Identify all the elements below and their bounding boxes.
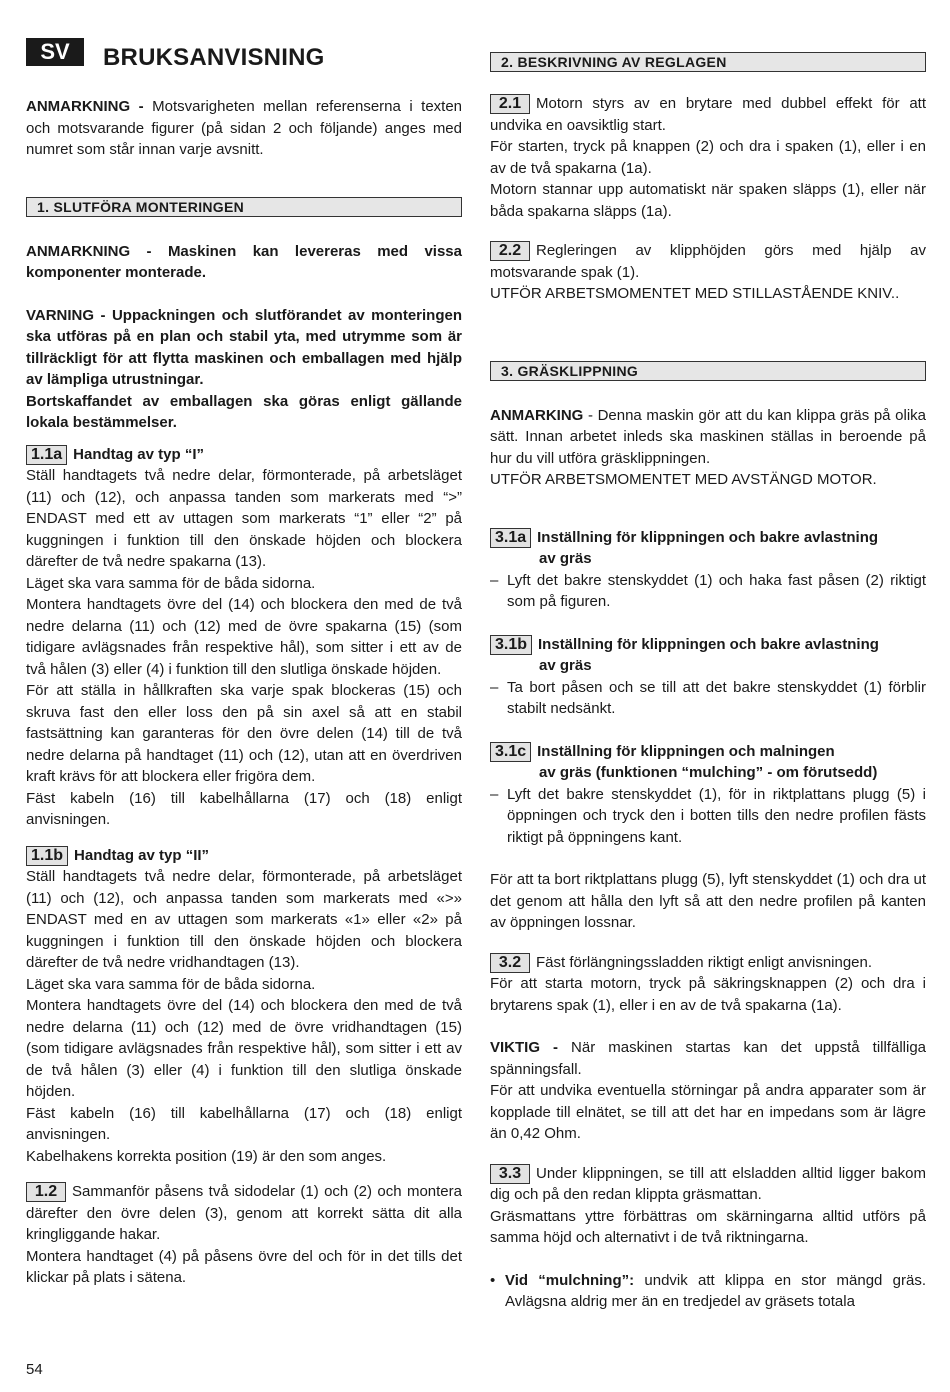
important-note [490, 1037, 926, 1080]
paragraph: Fäst kabeln (16) till kabelhållarna (17) och (18) enligt anvisningen. [26, 1104, 462, 1143]
subsection-3-1c [490, 741, 926, 934]
step-number-badge: 1.2 [26, 1182, 66, 1202]
disposal-text: Bortskaffandet av emballagen ska göras enligt gällande lokala bestämmelser. [26, 392, 462, 431]
list-item-text: Ta bort påsen och se till att det bakre stenskyddet (1) förblir stabilt nedsänkt. [507, 678, 926, 717]
warning-text: VARNING - Uppackningen och slutförandet av monteringen ska utföras på en plan och stabil yta, med utrymme som är tillräckligt för att flytta maskinen och emballagen med hjälp av lämpliga utrustningar. [26, 306, 462, 388]
section-heading-2: 2. BESKRIVNING AV REGLAGEN [490, 52, 926, 72]
paragraph: Montera handtagets övre del (14) och blockera den med de två nedre delarna (11) och (12) med de övre spakarna (15) (som tidigare avlägsnades från respektive hål), som sitter i ett av de två hålen (3) eller (4) i funktion till den slutliga önskade höjden. [26, 596, 462, 678]
subsection-3-1b [490, 634, 926, 720]
subsection-title: Inställning för klippningen och bakre avlastning [537, 528, 879, 546]
step-number-badge: 3.2 [490, 953, 530, 973]
page-title: BRUKSANVISNING [103, 44, 325, 71]
list-item: – Lyft det bakre stenskyddet (1) och haka fast påsen (2) riktigt som på figuren. [490, 570, 926, 613]
paragraph: För att undvika eventuella störningar på andra apparater som är kopplade till elnätet, se till att det har en impedans som är lägre än 0,42 Ohm. [490, 1082, 926, 1142]
paragraph: Kabelhakens korrekta position (19) är den som anges. [26, 1147, 387, 1165]
important-label: VIKTIG - [490, 1039, 559, 1056]
intro-note-label: ANMARKNING - [26, 98, 144, 115]
bullet-item: • Vid “mulchning”: undvik att klippa en stor mängd gräs. Avlägsna aldrig mer än en tredjedel av gräsets totala [490, 1271, 926, 1310]
paragraph: Läget ska vara samma för de båda sidorna. [26, 975, 316, 993]
paragraph: Montera handtagets övre del (14) och blockera den med de två nedre delarna (11) och (12) med de övre vridhandtagen (15) (som tidigare avlägsnades från respektive hål), som sitter i ett av de två hålen (3) eller (4) i funktion till den slutliga önskade höjden. [26, 997, 462, 1100]
paragraph: Gräsmattans yttre förbättras om skärningarna alltid utförs på samma höjd och alternativt i de två riktningarna. [490, 1207, 926, 1246]
important-text: När maskinen startas kan det uppstå tillfälliga spänningsfall. [490, 1039, 927, 1078]
subsection-title-continued: av gräs (funktionen “mulching” - om förutsedd) [539, 764, 878, 781]
paragraph: För att starta motorn, tryck på säkringsknappen (2) och dra i brytarens spak (1), eller i en av de två spakarna (1a). [490, 975, 926, 1014]
paragraph: Fäst förlängningssladden riktigt enligt anvisningen. [536, 953, 873, 971]
paragraph: Läget ska vara samma för de båda sidorna. [26, 574, 316, 592]
paragraph: UTFÖR ARBETSMOMENTET MED STILLASTÅENDE KNIV.. [490, 285, 900, 302]
bullet-text: undvik att klippa en stor mängd gräs. Avlägsna aldrig mer än en tredjedel av gräsets totala [505, 1271, 926, 1310]
list-item: – Ta bort påsen och se till att det bakre stenskyddet (1) förblir stabilt nedsänkt. [490, 677, 926, 720]
bullet-label: Vid “mulchning”: [505, 1271, 635, 1289]
paragraph: Motorn styrs av en brytare med dubbel effekt för att undvika en oavsiktlig start. [490, 95, 926, 134]
subsection-3-1a [490, 527, 926, 613]
paragraph: Ställ handtagets två nedre delar, förmonterade, på arbetsläget (11) och (12), och anpassa tanden som markerats med «>» ENDAST med en av uttagen som markerats «1» eller «2» på kuggningen i funktion till den önskade höjden och blockera därefter de två nedre vridhandtagen (13). [26, 868, 462, 971]
paragraph: Sammanför påsens två sidodelar (1) och (2) och montera därefter den övre delen (3), genom att korrekt sätta dit alla kringliggande hakar. [26, 1183, 462, 1243]
subsection-title-continued: av gräs [539, 550, 592, 567]
assembly-note: ANMARKNING - Maskinen kan levereras med vissa komponenter monterade. [26, 242, 462, 281]
step-number-badge: 3.1c [490, 742, 531, 762]
subsection-title: Handtag av typ “I” [73, 445, 204, 463]
paragraph: Regleringen av klipphöjden görs med hjälp av motsvarande spak (1). [490, 242, 926, 281]
paragraph: Motorn stannar upp automatiskt när spaken släpps (1), eller när båda spakarna släpps (1a). [490, 181, 926, 220]
section-heading-3: 3. GRÄSKLIPPNING [490, 361, 926, 381]
mowing-note-text: - Denna maskin gör att du kan klippa gräs på olika sätt. Innan arbetet inleds ska maskinen ställas in beroende på hur du vill utföra gräsklippningen. [490, 406, 926, 467]
subsection-1-1b [26, 845, 462, 1168]
subsection-title: Inställning för klippningen och malningen [537, 742, 835, 760]
step-number-badge: 3.3 [490, 1164, 530, 1184]
paragraph: Fäst kabeln (16) till kabelhållarna (17) och (18) enligt anvisningen. [26, 789, 462, 828]
step-number-badge: 2.2 [490, 241, 530, 261]
step-number-badge: 3.1a [490, 528, 531, 548]
subsection-title: Handtag av typ “II” [74, 846, 210, 864]
step-number-badge: 1.1a [26, 445, 67, 465]
list-item: – Lyft det bakre stenskyddet (1), för in riktplattans plugg (5) i öppningen och tryck den i botten tills den nedre profilen fästs riktigt på öppningens kant. [490, 784, 926, 849]
paragraph: För starten, tryck på knappen (2) och dra i spaken (1), eller i en av de två spakarna (1a). [490, 138, 926, 177]
intro-note-text: Motsvarigheten mellan referenserna i texten och motsvarande figurer (på sidan 2 och följande) anges med numret som står innan varje avsnitt. [26, 98, 463, 158]
list-item-text: Lyft det bakre stenskyddet (1) och haka fast påsen (2) riktigt som på figuren. [507, 571, 926, 610]
step-number-badge: 1.1b [26, 846, 68, 866]
right-column [490, 52, 926, 1313]
paragraph: Under klippningen, se till att elsladden alltid ligger bakom dig och på den redan klippta gräsmattan. [490, 1164, 926, 1203]
subsection-3-3 [490, 1163, 926, 1249]
page-number: 54 [26, 1361, 43, 1378]
left-column [26, 96, 462, 1289]
step-number-badge: 3.1b [490, 635, 532, 655]
step-number-badge: 2.1 [490, 94, 530, 114]
paragraph: Ställ handtagets två nedre delar, förmonterade, på arbetsläget (11) och (12), och anpassa tanden som markerats med “>” ENDAST med ett av uttagen som markerats “1” eller “2” på kuggningen i funktion till den önskade höjden och blockera därefter de två nedre spakarna (13). [26, 467, 462, 570]
paragraph: Montera handtaget (4) på påsens övre del och för in det tills det klickar på plats i sätena. [26, 1247, 462, 1286]
subsection-1-2 [26, 1181, 462, 1289]
subsection-title: Inställning för klippningen och bakre avlastning [538, 635, 879, 653]
subsection-2-1 [490, 93, 926, 222]
mowing-note [490, 405, 926, 470]
section-heading-1: 1. SLUTFÖRA MONTERINGEN [26, 197, 462, 217]
intro-note [26, 96, 462, 161]
language-badge: SV [26, 38, 84, 66]
subsection-1-1a [26, 444, 462, 831]
subsection-title-continued: av gräs [539, 657, 592, 674]
mowing-note-caps: UTFÖR ARBETSMOMENTET MED AVSTÄNGD MOTOR. [490, 471, 877, 488]
subsection-2-2 [490, 240, 926, 305]
list-item-text: Lyft det bakre stenskyddet (1), för in riktplattans plugg (5) i öppningen och tryck den i botten tills den nedre profilen fästs riktigt på öppningens kant. [507, 785, 926, 846]
paragraph: För att ställa in hållkraften ska varje spak blockeras (15) och skruva fast den eller loss den på sin axel så att en stabil fastsättning kan garanteras för den övre delen (14) till de två nedre delarna på handtaget (11) och (12), utan att en överdriven kraft krävs för att blockera eller frigöra dem. [26, 682, 462, 785]
paragraph: För att ta bort riktplattans plugg (5), lyft stenskyddet (1) och dra ut det genom att hålla den lyft så att den nedre profilen på kanten av öppningen lossnar. [490, 871, 926, 931]
mowing-note-label: ANMARKING [490, 406, 584, 424]
subsection-3-2 [490, 952, 926, 1017]
